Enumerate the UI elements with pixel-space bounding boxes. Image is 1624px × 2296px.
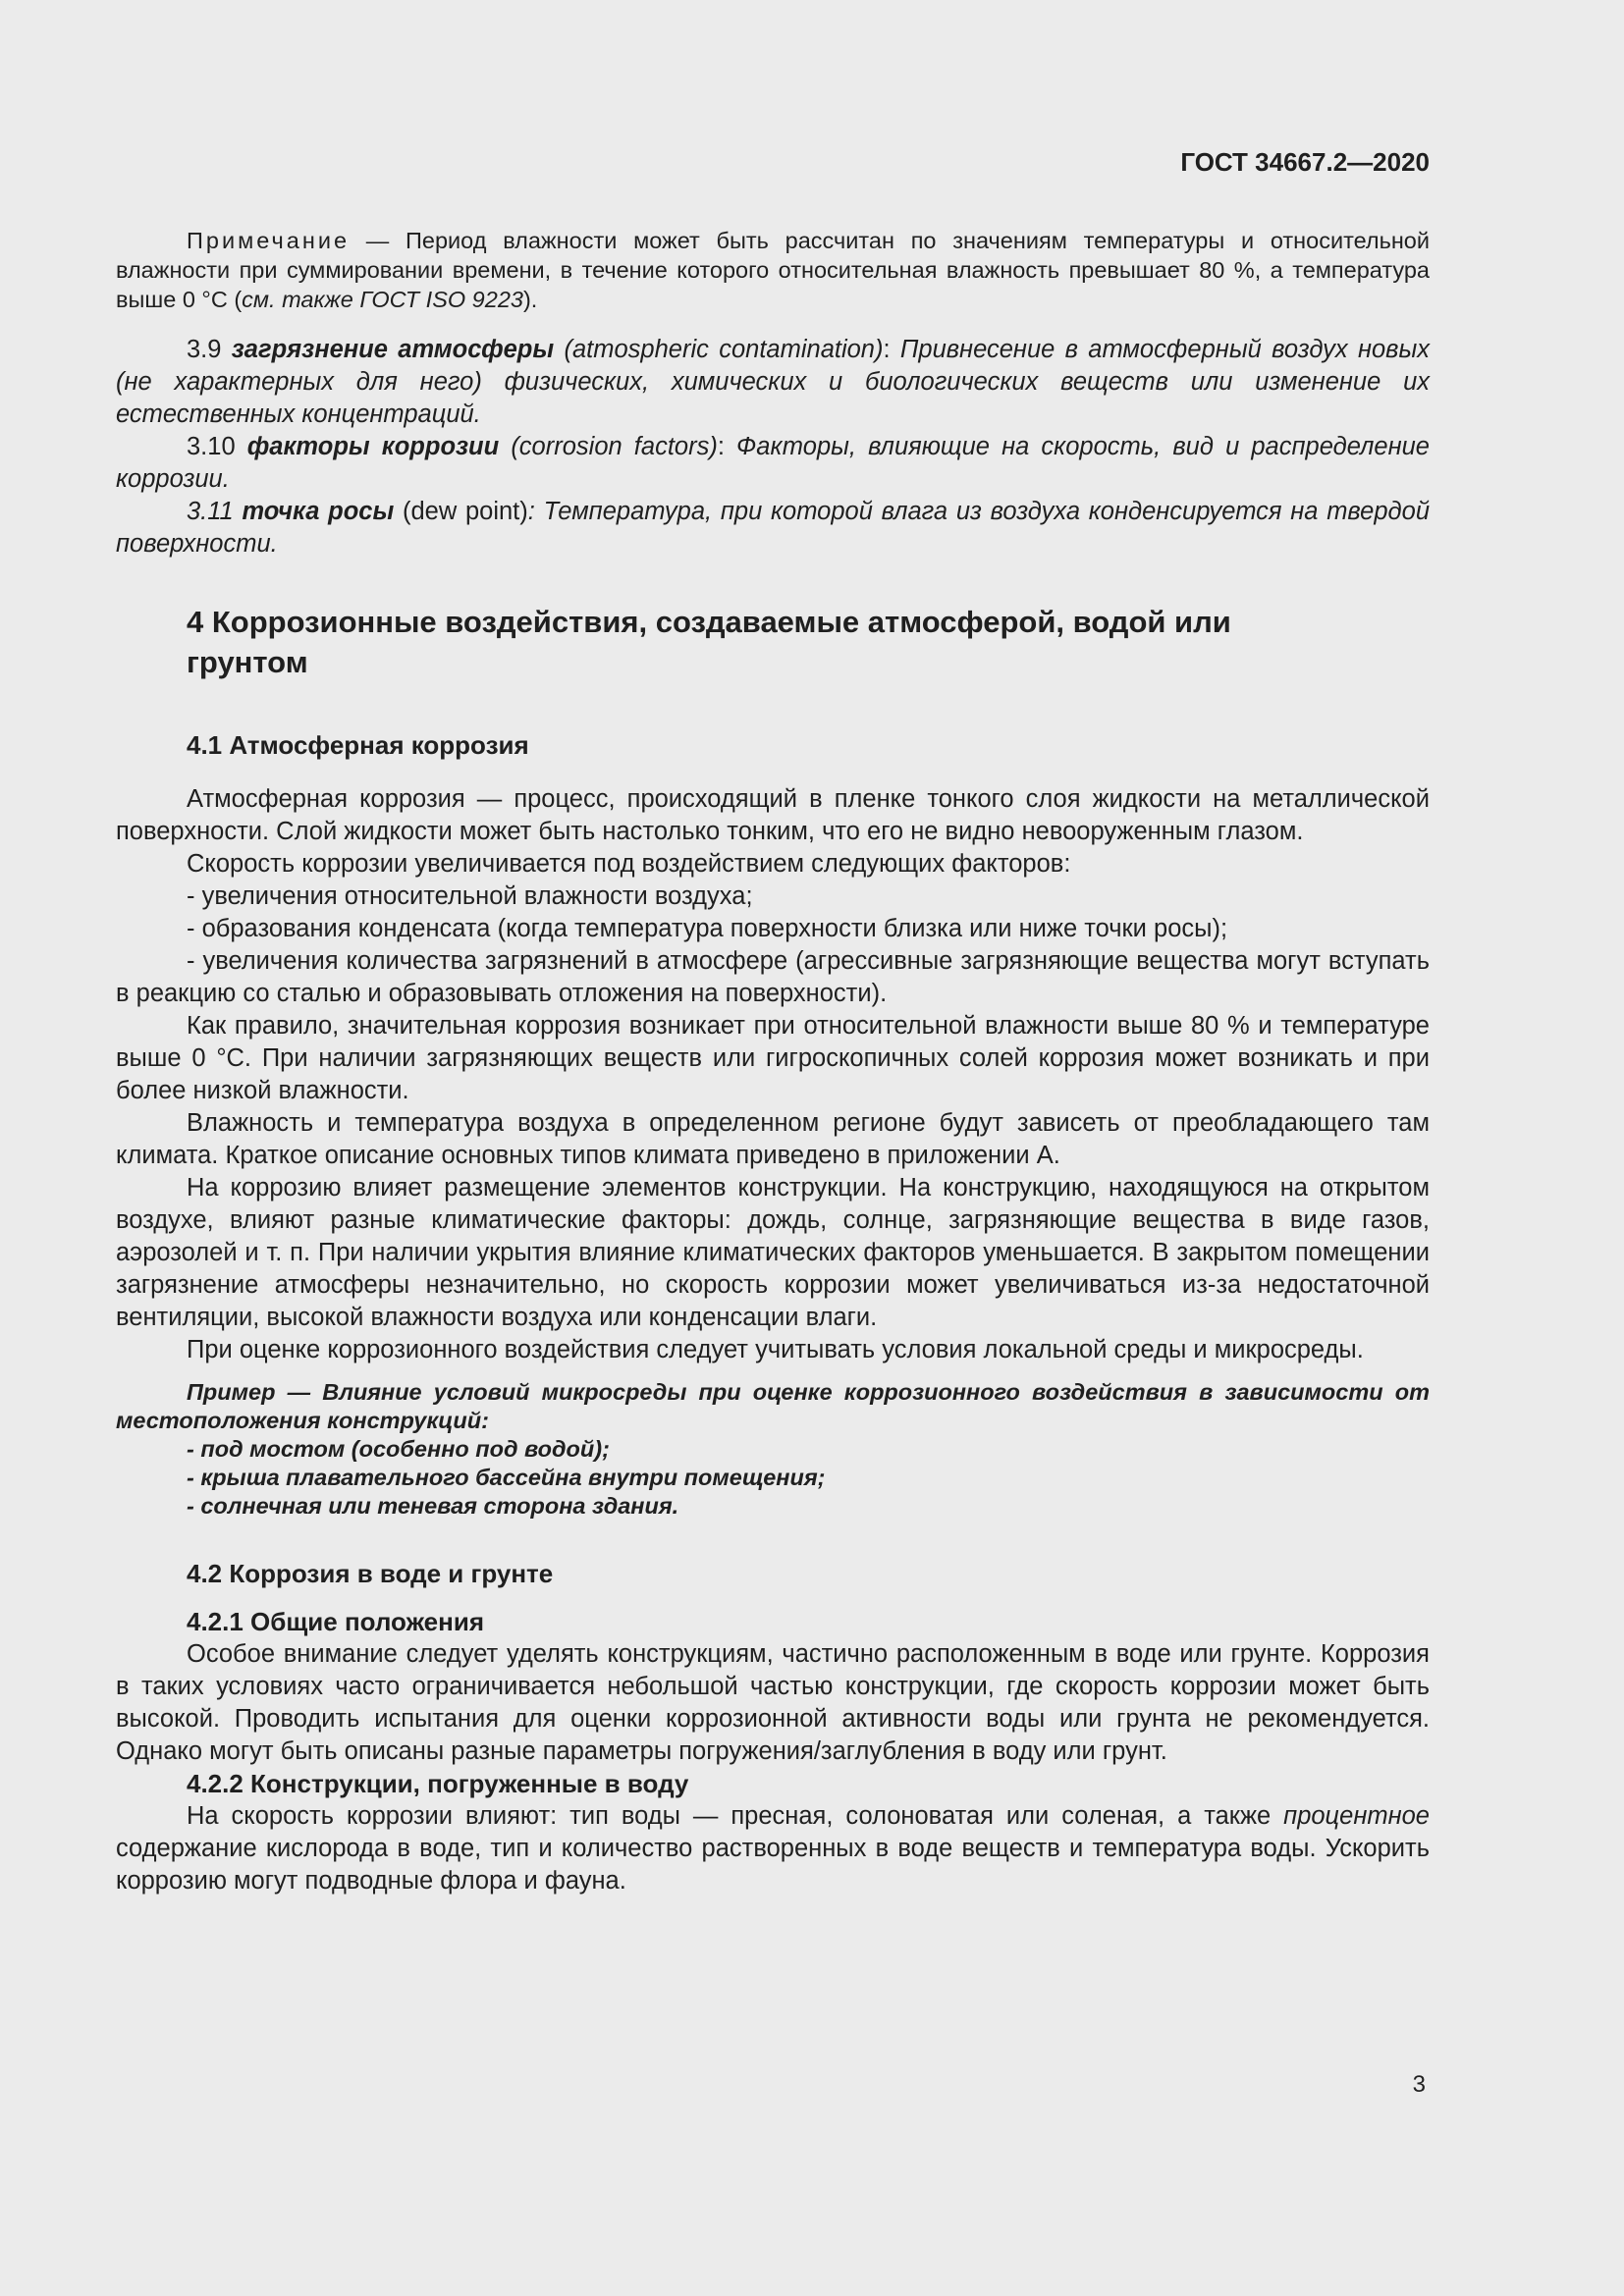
definitions-block — [116, 334, 1430, 561]
note-paragraph — [116, 226, 1430, 314]
paragraph — [116, 1800, 1430, 1897]
term-number: 3.11 — [187, 498, 243, 525]
term-definition: Температура, при которой влага из воздуха конденсируется на твердой поверхности. — [116, 498, 1431, 558]
term-definition: Привнесение в атмосферный воздух новых (не характерных для него) физических, химических и биологических веществ или изменение их естественных концентраций. — [116, 336, 1430, 428]
term-name: точка росы — [242, 498, 395, 525]
term-english: (dew point) — [394, 498, 528, 525]
note-text-2: ). — [522, 287, 538, 312]
page-number: 3 — [1412, 2071, 1426, 2098]
example-item: - солнечная или теневая сторона здания. — [187, 1493, 679, 1519]
paragraph: Скорость коррозии увеличивается под воздействием следующих факторов: — [187, 850, 1071, 878]
text-run: На скорость коррозии влияют: тип воды — пресная, солоноватая или соленая, а также — [187, 1802, 1284, 1830]
term-name: загрязнение атмосферы — [231, 336, 555, 363]
term-number: 3.9 — [187, 336, 232, 363]
paragraph: Особое внимание следует уделять конструкциям, частично расположенным в воде или грунте. Коррозия в таких условиях часто ограничивается небольшой частью конструкции, где скорость коррозии может быть высокой. Проводить испытания для оценки коррозионной активности воды или грунта не рекомендуется. Однако могут быть описаны разные параметры погружения/заглубления в воду или грунт. — [116, 1640, 1430, 1765]
definition-3-11 — [116, 496, 1430, 561]
list-item: - увеличения количества загрязнений в атмосфере (агрессивные загрязняющие вещества могут вступать в реакцию со сталью и образовывать отложения на поверхности). — [116, 947, 1430, 1007]
example-block — [116, 1378, 1430, 1521]
section-4-1-heading: 4.1 Атмосферная коррозия — [187, 730, 529, 760]
term-english: (corrosion factors) — [499, 433, 718, 460]
term-definition: Факторы, влияющие на скорость, вид и распределение коррозии. — [116, 433, 1430, 493]
example-item: - под мостом (особенно под водой); — [187, 1436, 610, 1462]
paragraph: Атмосферная коррозия — процесс, происходящий в пленке тонкого слоя жидкости на металлической поверхности. Слой жидкости может быть настолько тонким, что его не видно невооруженным глазом. — [116, 785, 1430, 845]
text-run: содержание кислорода в воде, тип и количество растворенных в воде веществ и температура воды. Ускорить коррозию могут подводные флора и фауна. — [116, 1835, 1430, 1895]
paragraph: На коррозию влияет размещение элементов конструкции. На конструкцию, находящуюся на открытом воздухе, влияют разные климатические факторы: дождь, солнце, загрязняющие вещества в виде газов, аэрозолей и т. п. При наличии укрытия влияние климатических факторов уменьшается. В закрытом помещении загрязнение атмосферы незначительно, но скорость коррозии может увеличиваться из-за недостаточной вентиляции, высокой влажности воздуха или конденсации влаги. — [116, 1174, 1430, 1331]
term-name: факторы коррозии — [246, 433, 500, 460]
paragraph: При оценке коррозионного воздействия следует учитывать условия локальной среды и микросреды. — [187, 1336, 1364, 1363]
section-4-2-1-heading: 4.2.1 Общие положения — [187, 1607, 484, 1636]
term-colon: : — [527, 498, 544, 525]
example-item: - крыша плавательного бассейна внутри помещения; — [187, 1465, 826, 1490]
paragraph: Как правило, значительная коррозия возникает при относительной влажности выше 80 % и температуре выше 0 °С. При наличии загрязняющих веществ или гигроскопичных солей коррозия может возникать и при более низкой влажности. — [116, 1012, 1430, 1104]
paragraph: Влажность и температура воздуха в определенном регионе будут зависеть от преобладающего там климата. Краткое описание основных типов климата приведено в приложении А. — [116, 1109, 1430, 1169]
term-colon: : — [717, 433, 737, 460]
note-text-1: — Период влажности может быть рассчитан по значениям температуры и относительной влажности при суммировании времени, в течение которого относительная влажность превышает 80 %, а температура выше 0 °С ( — [116, 228, 1430, 312]
section-4-title: 4 Коррозионные воздействия, создаваемые атмосферой, водой или грунтом — [187, 605, 1231, 679]
list-item: - увеличения относительной влажности воздуха; — [187, 882, 753, 910]
section-4-1-body — [116, 783, 1430, 1521]
definition-3-9 — [116, 334, 1430, 431]
text-run-italic: процентное — [1283, 1802, 1430, 1830]
section-4-2-heading: 4.2 Коррозия в воде и грунте — [187, 1559, 554, 1588]
note-label: Примечание — [187, 228, 351, 253]
term-colon: : — [883, 336, 900, 363]
example-lead: Пример — Влияние условий микросреды при оценке коррозионного воздействия в зависимости от местоположения конструкций: — [116, 1379, 1430, 1433]
definition-3-10 — [116, 431, 1430, 496]
note-reference: см. также ГОСТ ISO 9223 — [242, 287, 523, 312]
list-item: - образования конденсата (когда температура поверхности близка или ниже точки росы); — [187, 915, 1228, 942]
term-number: 3.10 — [187, 433, 247, 460]
term-english: (atmospheric contamination) — [554, 336, 884, 363]
page-content — [116, 145, 1430, 1897]
document-code: ГОСТ 34667.2—2020 — [1180, 147, 1430, 177]
section-4-2-2-heading: 4.2.2 Конструкции, погруженные в воду — [187, 1769, 689, 1798]
